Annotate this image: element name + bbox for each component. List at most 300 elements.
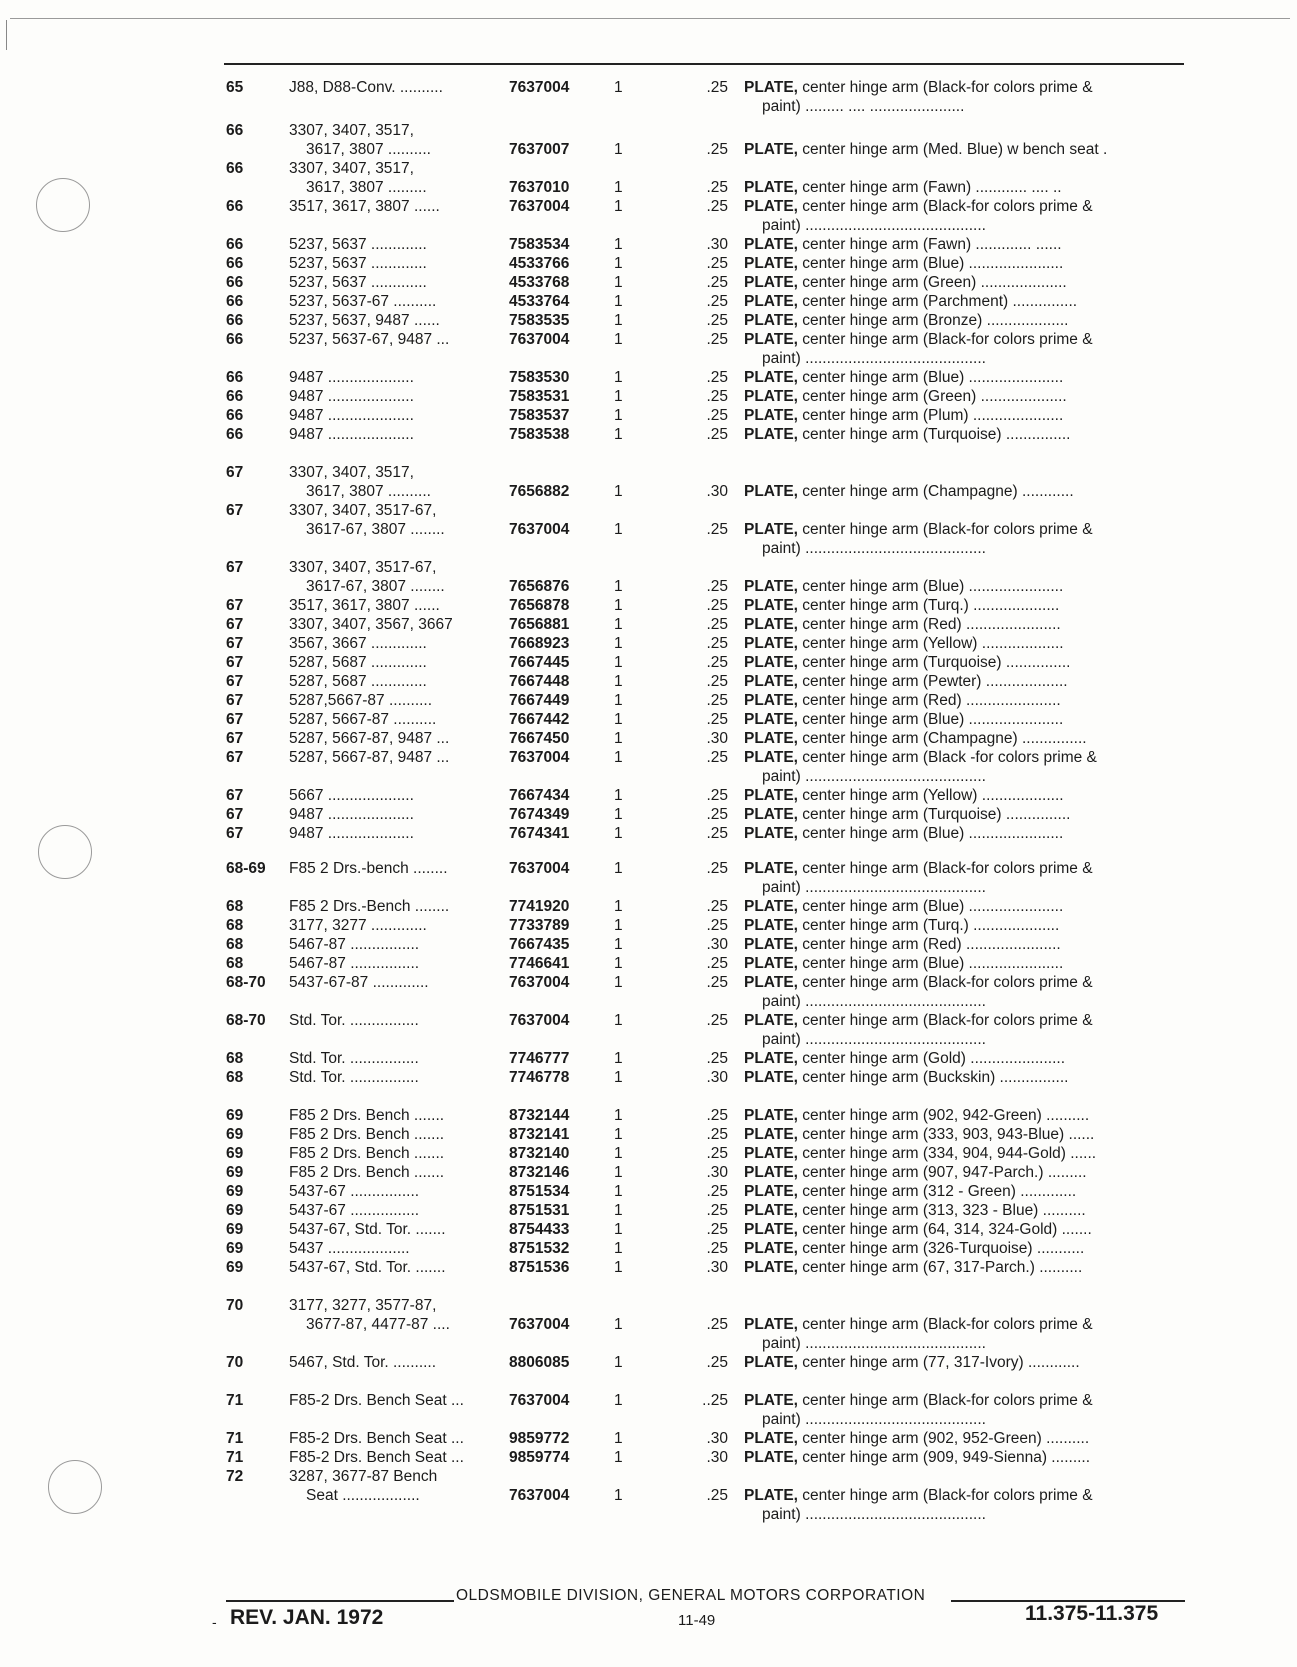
part-number-cell: 7667448	[509, 673, 570, 690]
table-row-continuation	[226, 767, 1186, 786]
description-text: center hinge arm (Black-for colors prime &	[797, 974, 1093, 991]
year-cell: 68	[226, 1050, 244, 1067]
model-cell: 5437-67 ................	[289, 1202, 420, 1219]
table-row	[226, 520, 1186, 539]
part-number-cell: 4533764	[509, 293, 570, 310]
table-row	[226, 558, 1186, 577]
description-cell	[744, 1182, 1184, 1201]
description-text: center hinge arm (Blue) ......................	[797, 578, 1064, 595]
price-cell: .25	[706, 388, 728, 405]
quantity-cell: 1	[614, 955, 623, 972]
quantity-cell: 1	[614, 1430, 623, 1447]
description-text: center hinge arm (Blue) ......................	[797, 898, 1064, 915]
year-cell: 68	[226, 1069, 244, 1086]
price-cell: .25	[706, 274, 728, 291]
quantity-cell: 1	[614, 578, 623, 595]
description-continuation: paint) ..........................................	[762, 1335, 986, 1352]
table-row	[226, 1163, 1186, 1182]
table-row	[226, 653, 1186, 672]
description-cell	[744, 1106, 1184, 1125]
description-text: center hinge arm (Black-for colors prime &	[797, 860, 1093, 877]
description-text: center hinge arm (Black-for colors prime &	[797, 1012, 1093, 1029]
description-text: center hinge arm (67, 317-Parch.) ..........	[797, 1259, 1083, 1276]
description-cell	[744, 1201, 1184, 1220]
part-number-cell: 7746641	[509, 955, 570, 972]
description-keyword: PLATE,	[744, 331, 798, 348]
part-number-cell: 8751531	[509, 1202, 570, 1219]
quantity-cell: 1	[614, 1202, 623, 1219]
price-cell: .25	[706, 312, 728, 329]
table-row	[226, 672, 1186, 691]
model-cell: 3617-67, 3807 ........	[306, 521, 445, 538]
quantity-cell: 1	[614, 1126, 623, 1143]
price-cell: .25	[706, 635, 728, 652]
year-cell: 66	[226, 293, 244, 310]
price-cell: .30	[706, 483, 728, 500]
part-number-cell: 7656876	[509, 578, 570, 595]
description-cell	[744, 805, 1184, 824]
description-text: center hinge arm (Black-for colors prime &	[797, 521, 1093, 538]
year-cell: 66	[226, 274, 244, 291]
part-number-cell: 7637004	[509, 198, 570, 215]
description-cell	[744, 78, 1184, 97]
description-keyword: PLATE,	[744, 1487, 798, 1504]
quantity-cell: 1	[614, 483, 623, 500]
description-cell	[744, 577, 1184, 596]
table-row-continuation	[226, 539, 1186, 558]
description-cell	[744, 406, 1184, 425]
year-cell: 69	[226, 1202, 244, 1219]
part-number-cell: 8732140	[509, 1145, 570, 1162]
table-row-continuation	[226, 992, 1186, 1011]
part-number-cell: 7637004	[509, 521, 570, 538]
year-cell: 69	[226, 1145, 244, 1162]
description-continuation: paint) ..........................................	[762, 1411, 986, 1428]
table-row	[226, 406, 1186, 425]
quantity-cell: 1	[614, 426, 623, 443]
year-cell: 68-70	[226, 1012, 266, 1029]
price-cell: .25	[706, 141, 728, 158]
description-text: center hinge arm (Gold) ......................	[797, 1050, 1066, 1067]
description-keyword: PLATE,	[744, 787, 798, 804]
part-number-cell: 7583530	[509, 369, 570, 386]
description-text: center hinge arm (64, 314, 324-Gold) .......	[797, 1221, 1092, 1238]
description-keyword: PLATE,	[744, 141, 798, 158]
margin-mark: -	[212, 1614, 217, 1630]
description-text: center hinge arm (Turq.) ....................	[797, 597, 1060, 614]
part-number-cell: 7583534	[509, 236, 570, 253]
price-cell: .25	[706, 1183, 728, 1200]
part-number-cell: 7637004	[509, 331, 570, 348]
description-keyword: PLATE,	[744, 1145, 798, 1162]
model-cell: 3307, 3407, 3517,	[289, 160, 414, 177]
quantity-cell: 1	[614, 654, 623, 671]
year-cell: 72	[226, 1468, 244, 1485]
table-row	[226, 78, 1186, 97]
part-number-cell: 7674341	[509, 825, 570, 842]
model-cell: 9487 ....................	[289, 407, 414, 424]
description-cell	[744, 368, 1184, 387]
table-row	[226, 824, 1186, 843]
description-text: center hinge arm (312 - Green) .............	[797, 1183, 1077, 1200]
quantity-cell: 1	[614, 1145, 623, 1162]
description-cell	[744, 1068, 1184, 1087]
description-text: center hinge arm (313, 323 - Blue) ..........	[797, 1202, 1086, 1219]
description-text: center hinge arm (Yellow) ...................	[797, 635, 1064, 652]
price-cell: .25	[706, 1107, 728, 1124]
description-keyword: PLATE,	[744, 730, 798, 747]
description-text: center hinge arm (Black-for colors prime &	[797, 1487, 1093, 1504]
table-row	[226, 1049, 1186, 1068]
table-row	[226, 140, 1186, 159]
model-cell: 5237, 5637-67, 9487 ...	[289, 331, 450, 348]
model-cell: 3617, 3807 ..........	[306, 141, 431, 158]
description-cell	[744, 672, 1184, 691]
scan-left-edge	[6, 20, 7, 50]
quantity-cell: 1	[614, 1316, 623, 1333]
description-keyword: PLATE,	[744, 806, 798, 823]
description-text: center hinge arm (902, 942-Green) ..........	[797, 1107, 1090, 1124]
model-cell: 5437-67-87 .............	[289, 974, 429, 991]
quantity-cell: 1	[614, 141, 623, 158]
table-row	[226, 1467, 1186, 1486]
part-number-cell: 7637004	[509, 1012, 570, 1029]
model-cell: 3307, 3407, 3517-67,	[289, 559, 437, 576]
description-keyword: PLATE,	[744, 860, 798, 877]
model-cell: 5667 ....................	[289, 787, 414, 804]
description-continuation: paint) ..........................................	[762, 350, 986, 367]
part-number-cell: 7637004	[509, 1316, 570, 1333]
model-cell: 5287, 5667-87, 9487 ...	[289, 730, 450, 747]
description-cell	[744, 859, 1184, 878]
description-cell	[744, 482, 1184, 501]
year-cell: 67	[226, 673, 244, 690]
table-row	[226, 330, 1186, 349]
description-keyword: PLATE,	[744, 1392, 798, 1409]
table-row	[226, 577, 1186, 596]
quantity-cell: 1	[614, 806, 623, 823]
description-keyword: PLATE,	[744, 654, 798, 671]
year-cell: 67	[226, 635, 244, 652]
quantity-cell: 1	[614, 616, 623, 633]
price-cell: .25	[706, 1202, 728, 1219]
description-keyword: PLATE,	[744, 1164, 798, 1181]
description-cell	[744, 1011, 1184, 1030]
model-cell: 5287, 5687 .............	[289, 654, 427, 671]
description-cell	[744, 615, 1184, 634]
table-row	[226, 1315, 1186, 1334]
footer-section-number: 11.375-11.375	[1025, 1602, 1159, 1625]
description-text: center hinge arm (Black-for colors prime &	[797, 1392, 1093, 1409]
description-text: center hinge arm (Blue) ......................	[797, 255, 1064, 272]
description-continuation: paint) ......... .... ......................	[762, 98, 965, 115]
table-row	[226, 1391, 1186, 1410]
table-row	[226, 1353, 1186, 1372]
description-keyword: PLATE,	[744, 898, 798, 915]
year-cell: 68-70	[226, 974, 266, 991]
year-cell: 70	[226, 1354, 244, 1371]
table-row	[226, 273, 1186, 292]
quantity-cell: 1	[614, 388, 623, 405]
part-number-cell: 7667442	[509, 711, 570, 728]
model-cell: 5237, 5637, 9487 ......	[289, 312, 440, 329]
model-cell: F85-2 Drs. Bench Seat ...	[289, 1449, 464, 1466]
price-cell: .25	[706, 860, 728, 877]
part-number-cell: 7656878	[509, 597, 570, 614]
part-number-cell: 7583535	[509, 312, 570, 329]
price-cell: .25	[706, 1221, 728, 1238]
description-keyword: PLATE,	[744, 1050, 798, 1067]
table-row	[226, 935, 1186, 954]
table-row	[226, 463, 1186, 482]
quantity-cell: 1	[614, 255, 623, 272]
description-keyword: PLATE,	[744, 1354, 798, 1371]
table-row	[226, 1068, 1186, 1087]
description-text: center hinge arm (Pewter) ...................	[797, 673, 1068, 690]
description-text: center hinge arm (Champagne) ...............	[797, 730, 1087, 747]
description-keyword: PLATE,	[744, 388, 798, 405]
description-cell	[744, 425, 1184, 444]
price-cell: .30	[706, 1430, 728, 1447]
price-cell: .25	[706, 1012, 728, 1029]
table-row	[226, 292, 1186, 311]
price-cell: .25	[706, 825, 728, 842]
description-cell	[744, 273, 1184, 292]
description-text: center hinge arm (907, 947-Parch.) .........	[797, 1164, 1087, 1181]
quantity-cell: 1	[614, 369, 623, 386]
part-number-cell: 4533768	[509, 274, 570, 291]
table-row	[226, 254, 1186, 273]
description-cell	[744, 1220, 1184, 1239]
model-cell: F85 2 Drs. Bench .......	[289, 1107, 445, 1124]
part-number-cell: 7656882	[509, 483, 570, 500]
description-text: center hinge arm (Green) ....................	[797, 274, 1067, 291]
year-cell: 69	[226, 1183, 244, 1200]
description-keyword: PLATE,	[744, 1259, 798, 1276]
price-cell: .25	[706, 917, 728, 934]
price-cell: .25	[706, 578, 728, 595]
table-row	[226, 729, 1186, 748]
price-cell: .30	[706, 730, 728, 747]
table-row	[226, 615, 1186, 634]
description-cell	[744, 1125, 1184, 1144]
table-row	[226, 1296, 1186, 1315]
model-cell: J88, D88-Conv. ..........	[289, 79, 443, 96]
part-number-cell: 7656881	[509, 616, 570, 633]
description-text: center hinge arm (Turquoise) ...............	[797, 806, 1071, 823]
description-cell	[744, 520, 1184, 539]
price-cell: .25	[706, 955, 728, 972]
description-text: center hinge arm (Black -for colors prime &	[797, 749, 1097, 766]
price-cell: .25	[706, 331, 728, 348]
description-keyword: PLATE,	[744, 255, 798, 272]
table-row-continuation	[226, 878, 1186, 897]
description-text: center hinge arm (Red) ......................	[797, 616, 1061, 633]
table-row	[226, 1011, 1186, 1030]
year-cell: 66	[226, 312, 244, 329]
description-keyword: PLATE,	[744, 578, 798, 595]
year-cell: 66	[226, 369, 244, 386]
price-cell: .25	[706, 898, 728, 915]
quantity-cell: 1	[614, 730, 623, 747]
model-cell: 3307, 3407, 3567, 3667	[289, 616, 453, 633]
model-cell: 3517, 3617, 3807 ......	[289, 198, 440, 215]
model-cell: Std. Tor. ................	[289, 1012, 419, 1029]
description-keyword: PLATE,	[744, 597, 798, 614]
year-cell: 66	[226, 236, 244, 253]
description-keyword: PLATE,	[744, 407, 798, 424]
table-row	[226, 859, 1186, 878]
description-keyword: PLATE,	[744, 1316, 798, 1333]
table-row	[226, 178, 1186, 197]
model-cell: 3307, 3407, 3517,	[289, 122, 414, 139]
model-cell: 5287, 5667-87, 9487 ...	[289, 749, 450, 766]
price-cell: .30	[706, 1449, 728, 1466]
price-cell: .25	[706, 616, 728, 633]
table-row	[226, 897, 1186, 916]
price-cell: .30	[706, 1259, 728, 1276]
description-keyword: PLATE,	[744, 1012, 798, 1029]
part-number-cell: 4533766	[509, 255, 570, 272]
part-number-cell: 8806085	[509, 1354, 570, 1371]
description-keyword: PLATE,	[744, 293, 798, 310]
year-cell: 67	[226, 502, 244, 519]
description-text: center hinge arm (Parchment) ...............	[797, 293, 1078, 310]
description-keyword: PLATE,	[744, 825, 798, 842]
table-row	[226, 634, 1186, 653]
model-cell: 5287, 5667-87 ..........	[289, 711, 437, 728]
table-row	[226, 1182, 1186, 1201]
year-cell: 66	[226, 198, 244, 215]
description-text: center hinge arm (Black-for colors prime &	[797, 331, 1093, 348]
model-cell: 5237, 5637 .............	[289, 236, 427, 253]
description-text: center hinge arm (Plum) .....................	[797, 407, 1064, 424]
table-row	[226, 197, 1186, 216]
description-text: center hinge arm (Turq.) ....................	[797, 917, 1060, 934]
quantity-cell: 1	[614, 79, 623, 96]
description-text: center hinge arm (Blue) ......................	[797, 955, 1064, 972]
quantity-cell: 1	[614, 407, 623, 424]
year-cell: 67	[226, 616, 244, 633]
quantity-cell: 1	[614, 1240, 623, 1257]
table-row	[226, 1448, 1186, 1467]
description-cell	[744, 710, 1184, 729]
description-text: center hinge arm (Med. Blue) w bench seat .	[797, 141, 1108, 158]
model-cell: 9487 ....................	[289, 369, 414, 386]
description-keyword: PLATE,	[744, 79, 798, 96]
quantity-cell: 1	[614, 1354, 623, 1371]
description-cell	[744, 311, 1184, 330]
price-cell: .30	[706, 236, 728, 253]
year-cell: 67	[226, 711, 244, 728]
part-number-cell: 7637004	[509, 79, 570, 96]
year-cell: 66	[226, 407, 244, 424]
footer-corporation: OLDSMOBILE DIVISION, GENERAL MOTORS CORPORATION	[456, 1587, 926, 1604]
quantity-cell: 1	[614, 1259, 623, 1276]
description-text: center hinge arm (Black-for colors prime &	[797, 1316, 1093, 1333]
description-text: center hinge arm (Fawn) ............. ......	[797, 236, 1062, 253]
description-text: center hinge arm (326-Turquoise) ...........	[797, 1240, 1085, 1257]
table-row-continuation	[226, 97, 1186, 116]
description-cell	[744, 653, 1184, 672]
binder-hole-icon	[38, 825, 92, 879]
price-cell: ..25	[702, 1392, 728, 1409]
year-cell: 67	[226, 464, 244, 481]
quantity-cell: 1	[614, 860, 623, 877]
year-cell: 66	[226, 255, 244, 272]
part-number-cell: 8751532	[509, 1240, 570, 1257]
model-cell: Seat ..................	[306, 1487, 420, 1504]
quantity-cell: 1	[614, 1050, 623, 1067]
model-cell: F85-2 Drs. Bench Seat ...	[289, 1430, 464, 1447]
price-cell: .25	[706, 673, 728, 690]
description-keyword: PLATE,	[744, 1449, 798, 1466]
description-cell	[744, 916, 1184, 935]
description-cell	[744, 1429, 1184, 1448]
model-cell: 5237, 5637 .............	[289, 274, 427, 291]
price-cell: .25	[706, 1240, 728, 1257]
price-cell: .25	[706, 369, 728, 386]
description-text: center hinge arm (Blue) ......................	[797, 369, 1064, 386]
price-cell: .25	[706, 79, 728, 96]
quantity-cell: 1	[614, 331, 623, 348]
description-keyword: PLATE,	[744, 974, 798, 991]
quantity-cell: 1	[614, 274, 623, 291]
table-row	[226, 1429, 1186, 1448]
part-number-cell: 7746777	[509, 1050, 570, 1067]
quantity-cell: 1	[614, 711, 623, 728]
quantity-cell: 1	[614, 787, 623, 804]
model-cell: F85 2 Drs. Bench .......	[289, 1145, 445, 1162]
model-cell: 5467-87 ................	[289, 936, 420, 953]
description-cell	[744, 140, 1184, 159]
part-number-cell: 8732141	[509, 1126, 570, 1143]
description-text: center hinge arm (Red) ......................	[797, 936, 1061, 953]
description-cell	[744, 1163, 1184, 1182]
quantity-cell: 1	[614, 1221, 623, 1238]
model-cell: 5437-67, Std. Tor. .......	[289, 1221, 446, 1238]
description-text: center hinge arm (333, 903, 943-Blue) ......	[797, 1126, 1095, 1143]
price-cell: .25	[706, 1354, 728, 1371]
part-number-cell: 7667449	[509, 692, 570, 709]
price-cell: .25	[706, 711, 728, 728]
description-continuation: paint) ..........................................	[762, 768, 986, 785]
part-number-cell: 9859774	[509, 1449, 570, 1466]
footer-revision: REV. JAN. 1972	[230, 1606, 384, 1629]
description-text: center hinge arm (77, 317-Ivory) ............	[797, 1354, 1080, 1371]
footer-rule-left	[226, 1600, 454, 1602]
part-number-cell: 7741920	[509, 898, 570, 915]
year-cell: 71	[226, 1449, 244, 1466]
model-cell: 5237, 5637 .............	[289, 255, 427, 272]
description-cell	[744, 1448, 1184, 1467]
part-number-cell: 8732144	[509, 1107, 570, 1124]
quantity-cell: 1	[614, 597, 623, 614]
description-cell	[744, 935, 1184, 954]
scan-top-edge	[10, 18, 1290, 19]
description-continuation: paint) ..........................................	[762, 993, 986, 1010]
description-text: center hinge arm (Buckskin) ................	[797, 1069, 1069, 1086]
price-cell: .25	[706, 1316, 728, 1333]
year-cell: 66	[226, 331, 244, 348]
quantity-cell: 1	[614, 1449, 623, 1466]
description-keyword: PLATE,	[744, 1126, 798, 1143]
price-cell: .25	[706, 1126, 728, 1143]
part-number-cell: 8751534	[509, 1183, 570, 1200]
part-number-cell: 7637004	[509, 974, 570, 991]
description-keyword: PLATE,	[744, 936, 798, 953]
model-cell: Std. Tor. ................	[289, 1050, 419, 1067]
